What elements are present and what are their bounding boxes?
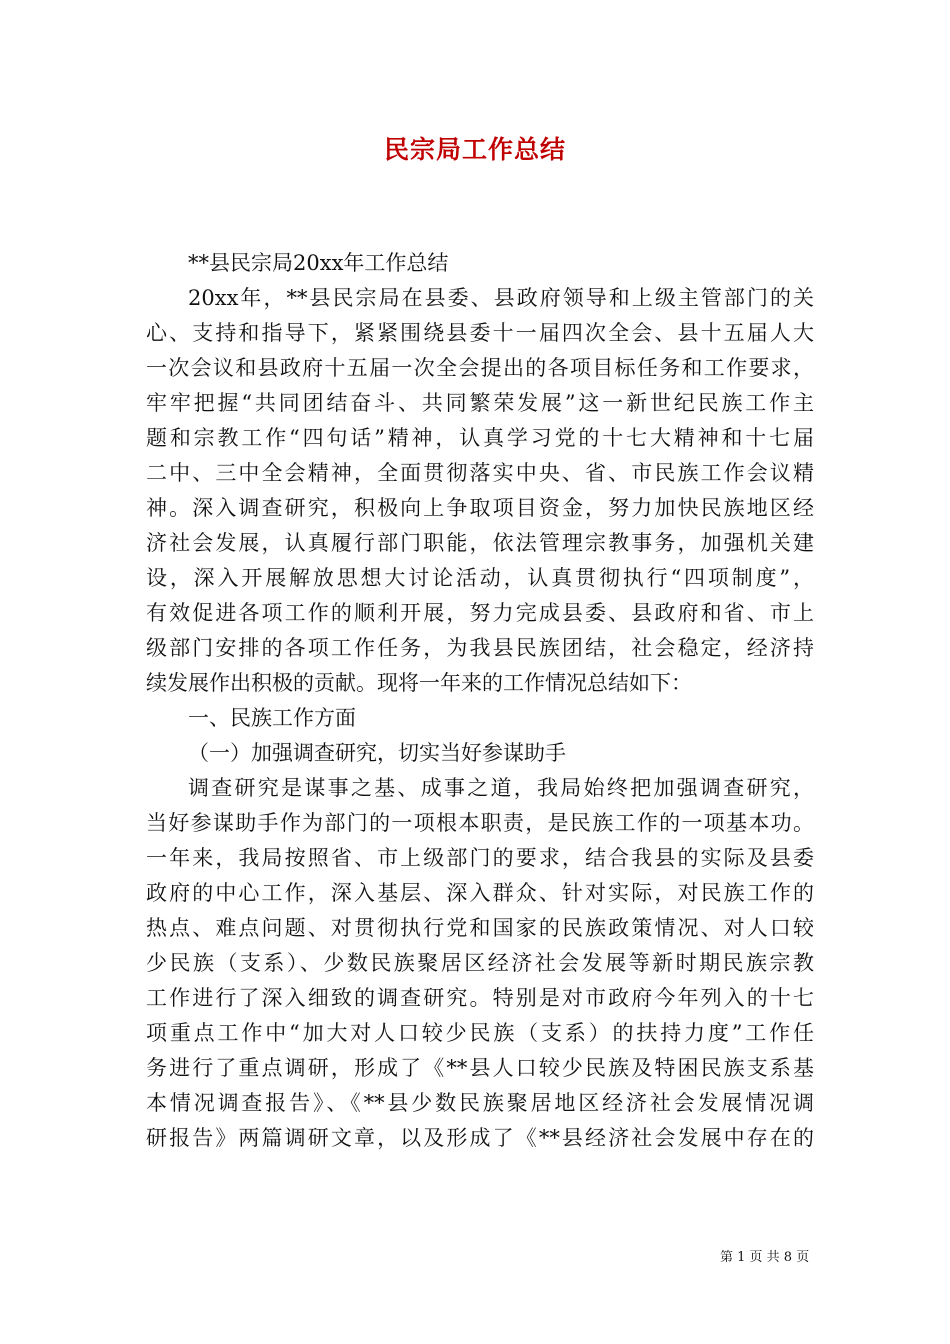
paragraph-line: 本情况调查报告》、《**县少数民族聚居地区经济社会发展情况调 [146, 1091, 814, 1115]
paragraph-line: 政府的中心工作，深入基层、深入群众、针对实际，对民族工作的 [146, 881, 814, 905]
paragraph-line: 续发展作出积极的贡献。现将一年来的工作情况总结如下： [146, 671, 692, 695]
paragraph-line: 研报告》两篇调研文章，以及形成了《**县经济社会发展中存在的 [146, 1126, 814, 1150]
paragraph-line: 一、民族工作方面 [188, 706, 356, 730]
paragraph-line: 当好参谋助手作为部门的一项根本职责，是民族工作的一项基本功。 [146, 811, 814, 835]
paragraph-line: 20xx年，**县民宗局在县委、县政府领导和上级主管部门的关 [188, 286, 814, 310]
paragraph-line: 热点、难点问题、对贯彻执行党和国家的民族政策情况、对人口较 [146, 916, 814, 940]
paragraph-line: 题和宗教工作“四句话”精神，认真学习党的十七大精神和十七届 [146, 426, 814, 450]
paragraph-line: 二中、三中全会精神，全面贯彻落实中央、省、市民族工作会议精 [146, 461, 814, 485]
paragraph-line: 务进行了重点调研，形成了《**县人口较少民族及特困民族支系基 [146, 1056, 814, 1080]
paragraph-line: 济社会发展，认真履行部门职能，依法管理宗教事务，加强机关建 [146, 531, 814, 555]
paragraph-line: 神。深入调查研究，积极向上争取项目资金，努力加快民族地区经 [146, 496, 814, 520]
paragraph-line: 设，深入开展解放思想大讨论活动，认真贯彻执行“四项制度”， [146, 566, 814, 590]
document-body [146, 246, 814, 1156]
paragraph-line: 项重点工作中“加大对人口较少民族（支系）的扶持力度”工作任 [146, 1021, 814, 1045]
paragraph-line: 有效促进各项工作的顺利开展，努力完成县委、县政府和省、市上 [146, 601, 814, 625]
document-title: 民宗局工作总结 [383, 135, 566, 164]
paragraph-line: 调查研究是谋事之基、成事之道，我局始终把加强调查研究， [188, 776, 814, 800]
page-number: 第 1 页 共 8 页 [720, 1250, 810, 1265]
paragraph-line: 牢牢把握“共同团结奋斗、共同繁荣发展”这一新世纪民族工作主 [146, 391, 814, 415]
paragraph-line: 心、支持和指导下，紧紧围绕县委十一届四次全会、县十五届人大 [146, 321, 814, 345]
paragraph-line: 一年来，我局按照省、市上级部门的要求，结合我县的实际及县委 [146, 846, 814, 870]
paragraph-line: **县民宗局20xx年工作总结 [188, 251, 449, 275]
paragraph-line: 少民族（支系）、少数民族聚居区经济社会发展等新时期民族宗教 [146, 951, 814, 975]
paragraph-line: 级部门安排的各项工作任务，为我县民族团结，社会稳定，经济持 [146, 636, 814, 660]
paragraph-line: （一）加强调查研究，切实当好参谋助手 [188, 741, 566, 765]
paragraph-line: 工作进行了深入细致的调查研究。特别是对市政府今年列入的十七 [146, 986, 814, 1010]
paragraph-line: 一次会议和县政府十五届一次全会提出的各项目标任务和工作要求， [146, 356, 814, 380]
